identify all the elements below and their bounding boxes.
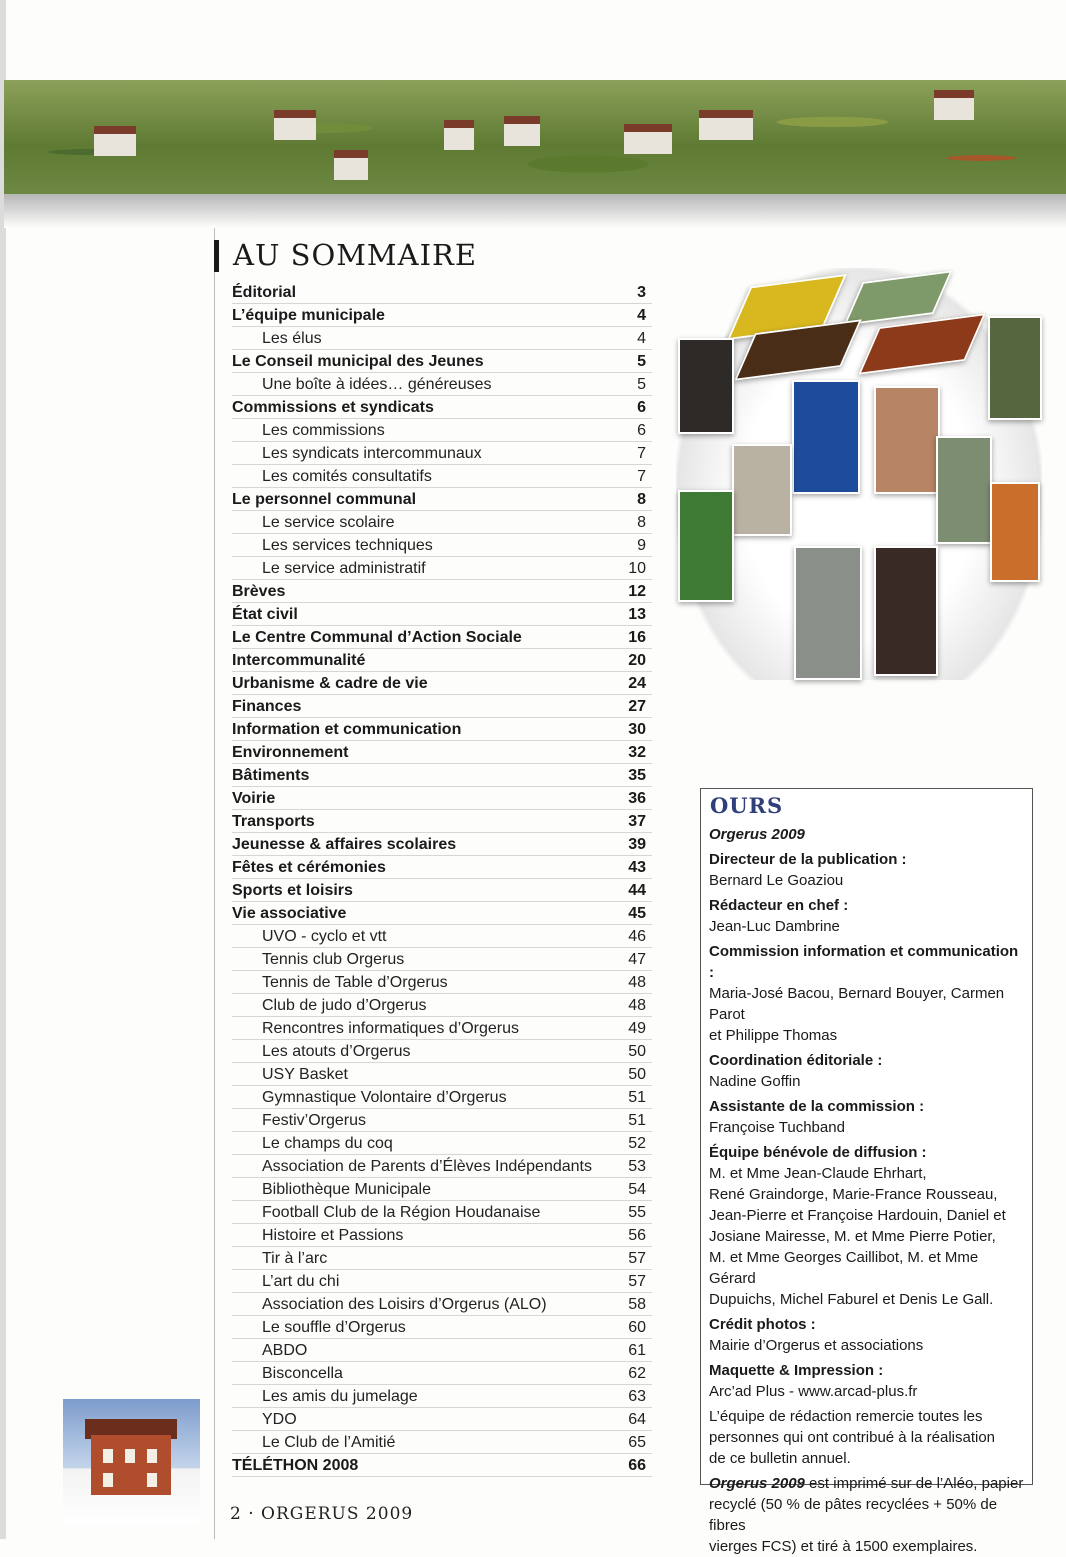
house-shape	[274, 110, 316, 140]
toc-entry-page: 63	[628, 1388, 646, 1405]
toc-entry	[232, 1017, 652, 1040]
team-members: Dupuichs, Michel Faburel et Denis Le Gall.	[709, 1291, 994, 1308]
toc-entry	[232, 1339, 652, 1362]
toc-entry	[232, 810, 652, 833]
toc-entry-label: Fêtes et cérémonies	[232, 859, 386, 876]
toc-entry-label: Sports et loisirs	[232, 882, 353, 899]
election-poster-photo	[792, 380, 860, 494]
collage-photo	[988, 316, 1042, 420]
toc-entry-page: 20	[628, 652, 646, 669]
toc-entry-page: 52	[628, 1135, 646, 1152]
toc-entry-page: 5	[637, 353, 646, 370]
toc-entry	[232, 1178, 652, 1201]
toc-entry-label: Club de judo d’Orgerus	[262, 997, 427, 1014]
toc-entry-page: 48	[628, 997, 646, 1014]
house-shape	[504, 116, 540, 146]
toc-entry	[232, 1086, 652, 1109]
photo-cube-collage	[676, 268, 1042, 680]
toc-entry-page: 4	[637, 330, 646, 347]
commission-members: Maria-José Bacou, Bernard Bouyer, Carmen Parot	[709, 985, 1005, 1023]
toc-entry-page: 64	[628, 1411, 646, 1428]
toc-entry-label: Environnement	[232, 744, 349, 761]
house-shape	[94, 126, 136, 156]
toc-entry-page: 51	[628, 1112, 646, 1129]
photos-credit: Mairie d’Orgerus et associations	[709, 1337, 924, 1354]
toc-entry-label: Urbanisme & cadre de vie	[232, 675, 428, 692]
toc-entry	[232, 787, 652, 810]
toc-entry	[232, 1109, 652, 1132]
toc-entry-page: 7	[637, 468, 646, 485]
window-shape	[125, 1449, 135, 1463]
toc-entry-page: 35	[628, 767, 646, 784]
toc-entry	[232, 741, 652, 764]
toc-entry-page: 46	[628, 928, 646, 945]
toc-entry-page: 10	[628, 560, 646, 577]
toc-entry-page: 57	[628, 1273, 646, 1290]
credits-title: OURS	[710, 793, 784, 818]
paper-note	[709, 1473, 1024, 1494]
print-credit: Arc’ad Plus - www.arcad-plus.fr	[709, 1383, 918, 1400]
toc-entry-page: 50	[628, 1043, 646, 1060]
toc-entry-label: Le souffle d’Orgerus	[262, 1319, 406, 1336]
toc-entry-page: 66	[628, 1457, 646, 1474]
toc-entry-label: Éditorial	[232, 284, 297, 301]
toc-entry-page: 65	[628, 1434, 646, 1451]
toc-entry	[232, 511, 652, 534]
toc-entry	[232, 304, 652, 327]
toc-entry-page: 55	[628, 1204, 646, 1221]
director-label: Directeur de la publication :	[709, 851, 907, 868]
toc-entry-label: Association de Parents d’Élèves Indépendants	[262, 1158, 592, 1175]
credits-edition: Orgerus 2009	[709, 826, 805, 843]
toc-entry	[232, 695, 652, 718]
credits-box	[700, 788, 1033, 1555]
toc-entry-label: Les élus	[262, 330, 322, 347]
toc-entry	[232, 488, 652, 511]
toc-entry	[232, 879, 652, 902]
collage-photo	[732, 444, 792, 536]
toc-entry-page: 48	[628, 974, 646, 991]
toc-entry	[232, 603, 652, 626]
team-members: M. et Mme Georges Caillibot, M. et Mme Gérard	[709, 1249, 979, 1287]
toc-entry-page: 60	[628, 1319, 646, 1336]
toc-entry-page: 6	[637, 399, 646, 416]
toc-entry	[232, 994, 652, 1017]
toc-entry	[232, 419, 652, 442]
house-shape	[444, 120, 474, 150]
team-members: René Graindorge, Marie-France Rousseau,	[709, 1186, 998, 1203]
window-shape	[103, 1473, 113, 1487]
toc-entry-page: 24	[628, 675, 646, 692]
toc-entry-label: Tir à l’arc	[262, 1250, 328, 1267]
toc-entry-label: Le personnel communal	[232, 491, 417, 508]
toc-entry-label: Festiv’Orgerus	[262, 1112, 367, 1129]
toc-entry-label: Commissions et syndicats	[232, 399, 434, 416]
toc-entry-label: Football Club de la Région Houdanaise	[262, 1204, 541, 1221]
collage-photo	[794, 546, 862, 680]
collage-photo	[844, 270, 953, 325]
toc-entry-page: 16	[628, 629, 646, 646]
toc-entry	[232, 649, 652, 672]
toc-entry-label: Bâtiments	[232, 767, 310, 784]
toc-entry-label: Information et communication	[232, 721, 462, 738]
toc-entry-label: ABDO	[262, 1342, 308, 1359]
toc-entry	[232, 626, 652, 649]
toc-entry-label: Histoire et Passions	[262, 1227, 404, 1244]
toc-entry-label: Le service administratif	[262, 560, 426, 577]
toc-entry-page: 58	[628, 1296, 646, 1313]
toc-entry	[232, 1270, 652, 1293]
toc-entry	[232, 1040, 652, 1063]
thanks-text: de ce bulletin annuel.	[709, 1450, 851, 1467]
toc-entry-page: 3	[637, 284, 646, 301]
toc-entry-label: UVO - cyclo et vtt	[262, 928, 387, 945]
page-footer: 2 · ORGERUS 2009	[230, 1504, 414, 1524]
toc-entry-label: Les services techniques	[262, 537, 433, 554]
thanks-text: personnes qui ont contribué à la réalisation	[709, 1429, 996, 1446]
toc-entry-page: 30	[628, 721, 646, 738]
editor-label: Rédacteur en chef :	[709, 897, 849, 914]
toc-entry	[232, 1224, 652, 1247]
paper-note: recyclé (50 % de pâtes recyclées + 50% de fibres	[709, 1496, 998, 1534]
toc-entry-label: Bisconcella	[262, 1365, 343, 1382]
paper-note: vierges FCS) et tiré à 1500 exemplaires.	[709, 1538, 978, 1555]
toc-entry-page: 8	[637, 514, 646, 531]
coordination-label: Coordination éditoriale :	[709, 1052, 883, 1069]
toc-entry-page: 62	[628, 1365, 646, 1382]
collage-photo	[678, 490, 734, 602]
toc-entry-page: 27	[628, 698, 646, 715]
toc-entry-label: Voirie	[232, 790, 276, 807]
toc-entry-page: 37	[628, 813, 646, 830]
toc-entry	[232, 948, 652, 971]
toc-entry-page: 5	[637, 376, 646, 393]
toc-entry	[232, 672, 652, 695]
toc-entry-page: 8	[637, 491, 646, 508]
toc-entry-page: 13	[628, 606, 646, 623]
banner-shadow	[4, 194, 1066, 228]
toc-entry	[232, 534, 652, 557]
window-shape	[147, 1473, 157, 1487]
house-shape	[699, 110, 753, 140]
toc-entry-page: 57	[628, 1250, 646, 1267]
toc-entry-label: Tennis club Orgerus	[262, 951, 405, 968]
toc-entry	[232, 465, 652, 488]
toc-entry	[232, 1431, 652, 1454]
toc-entry-page: 43	[628, 859, 646, 876]
toc-entry-label: YDO	[262, 1411, 297, 1428]
toc-entry-label: Jeunesse & affaires scolaires	[232, 836, 457, 853]
toc-entry-label: Brèves	[232, 583, 286, 600]
toc-entry-page: 7	[637, 445, 646, 462]
toc-entry	[232, 396, 652, 419]
toc-entry-label: Intercommunalité	[232, 652, 366, 669]
toc-entry-label: Une boîte à idées… généreuses	[262, 376, 492, 393]
window-shape	[103, 1449, 113, 1463]
toc-entry	[232, 764, 652, 787]
toc-entry	[232, 971, 652, 994]
toc-entry-label: Le Club de l’Amitié	[262, 1434, 396, 1451]
house-shape	[624, 124, 672, 154]
toc-entry	[232, 856, 652, 879]
toc-entry-page: 49	[628, 1020, 646, 1037]
toc-entry-label: USY Basket	[262, 1066, 348, 1083]
toc-entry	[232, 1408, 652, 1431]
team-members: M. et Mme Jean-Claude Ehrhart,	[709, 1165, 927, 1182]
toc-entry-page: 56	[628, 1227, 646, 1244]
commission-members: et Philippe Thomas	[709, 1027, 838, 1044]
toc-entry-label: Association des Loisirs d’Orgerus (ALO)	[262, 1296, 547, 1313]
paper-note-text: est imprimé sur de l’Aléo, papier	[804, 1475, 1024, 1492]
toc-entry-label: Finances	[232, 698, 302, 715]
toc-entry-page: 9	[637, 537, 646, 554]
toc-entry	[232, 1132, 652, 1155]
toc-entry	[232, 442, 652, 465]
toc-entry-label: Les amis du jumelage	[262, 1388, 418, 1405]
toc-entry	[232, 1316, 652, 1339]
toc-entry	[232, 373, 652, 396]
toc-entry-label: Les comités consultatifs	[262, 468, 432, 485]
toc-entry-label: Vie associative	[232, 905, 347, 922]
column-divider	[214, 228, 215, 1539]
window-shape	[147, 1449, 157, 1463]
toc-entry	[232, 281, 652, 304]
collage-photo	[936, 436, 992, 544]
toc-entry-label: Le champs du coq	[262, 1135, 393, 1152]
toc-entry-page: 61	[628, 1342, 646, 1359]
toc-entry	[232, 833, 652, 856]
toc-entry-page: 39	[628, 836, 646, 853]
commission-label: Commission information et communication :	[709, 943, 1019, 981]
toc-entry-label: État civil	[232, 606, 298, 623]
collage-photo	[678, 338, 734, 434]
team-label: Équipe bénévole de diffusion :	[709, 1144, 927, 1161]
toc-entry-page: 44	[628, 882, 646, 899]
toc-entry	[232, 1293, 652, 1316]
town-hall-photo	[63, 1399, 200, 1524]
toc-entry-label: Transports	[232, 813, 315, 830]
toc-entry	[232, 327, 652, 350]
toc-entry-page: 47	[628, 951, 646, 968]
table-of-contents	[232, 281, 652, 1477]
director-name: Bernard Le Goaziou	[709, 872, 844, 889]
toc-entry-label: Tennis de Table d’Orgerus	[262, 974, 448, 991]
collage-photo	[990, 482, 1040, 582]
toc-entry	[232, 1385, 652, 1408]
toc-entry-label: Rencontres informatiques d’Orgerus	[262, 1020, 520, 1037]
toc-entry-label: Bibliothèque Municipale	[262, 1181, 431, 1198]
toc-entry-page: 36	[628, 790, 646, 807]
toc-entry-label: Le Conseil municipal des Jeunes	[232, 353, 484, 370]
toc-entry-page: 32	[628, 744, 646, 761]
collage-photo	[858, 313, 986, 374]
editor-name: Jean-Luc Dambrine	[709, 918, 840, 935]
toc-entry-label: Les syndicats intercommunaux	[262, 445, 482, 462]
toc-entry-label: Les atouts d’Orgerus	[262, 1043, 411, 1060]
house-shape	[334, 150, 368, 180]
toc-entry-label: L’équipe municipale	[232, 307, 385, 324]
toc-entry	[232, 902, 652, 925]
paper-note-title: Orgerus 2009	[709, 1475, 805, 1492]
toc-entry-label: Les commissions	[262, 422, 385, 439]
photos-label: Crédit photos :	[709, 1316, 816, 1333]
toc-entry-label: Le Centre Communal d’Action Sociale	[232, 629, 522, 646]
page-title: AU SOMMAIRE	[233, 238, 478, 272]
toc-entry	[232, 1454, 652, 1477]
toc-entry-page: 54	[628, 1181, 646, 1198]
toc-entry	[232, 557, 652, 580]
toc-entry-label: TÉLÉTHON 2008	[232, 1457, 359, 1474]
wedding-photo	[874, 546, 938, 676]
toc-entry	[232, 925, 652, 948]
team-members: Jean-Pierre et Françoise Hardouin, Daniel et	[709, 1207, 1006, 1224]
toc-entry-page: 6	[637, 422, 646, 439]
toc-entry-label: Le service scolaire	[262, 514, 395, 531]
toc-entry	[232, 580, 652, 603]
assistant-label: Assistante de la commission :	[709, 1098, 925, 1115]
toc-entry	[232, 350, 652, 373]
toc-entry-page: 50	[628, 1066, 646, 1083]
toc-entry	[232, 718, 652, 741]
coordination-name: Nadine Goffin	[709, 1073, 801, 1090]
thanks-text: L’équipe de rédaction remercie toutes les	[709, 1408, 983, 1425]
assistant-name: Françoise Tuchband	[709, 1119, 845, 1136]
collage-photo	[874, 386, 940, 494]
toc-entry	[232, 1063, 652, 1086]
toc-entry	[232, 1201, 652, 1224]
toc-entry-page: 4	[637, 307, 646, 324]
toc-entry-page: 51	[628, 1089, 646, 1106]
toc-entry	[232, 1247, 652, 1270]
toc-entry-page: 45	[628, 905, 646, 922]
aerial-village-photo	[4, 80, 1066, 200]
toc-entry	[232, 1362, 652, 1385]
toc-entry-page: 53	[628, 1158, 646, 1175]
toc-entry-label: Gymnastique Volontaire d’Orgerus	[262, 1089, 507, 1106]
toc-entry-label: L’art du chi	[262, 1273, 340, 1290]
house-shape	[934, 90, 974, 120]
toc-entry-page: 12	[628, 583, 646, 600]
title-accent-bar	[214, 240, 219, 272]
page-edge	[0, 0, 6, 1539]
toc-entry	[232, 1155, 652, 1178]
team-members: Josiane Mairesse, M. et Mme Pierre Potier,	[709, 1228, 996, 1245]
print-label: Maquette & Impression :	[709, 1362, 884, 1379]
